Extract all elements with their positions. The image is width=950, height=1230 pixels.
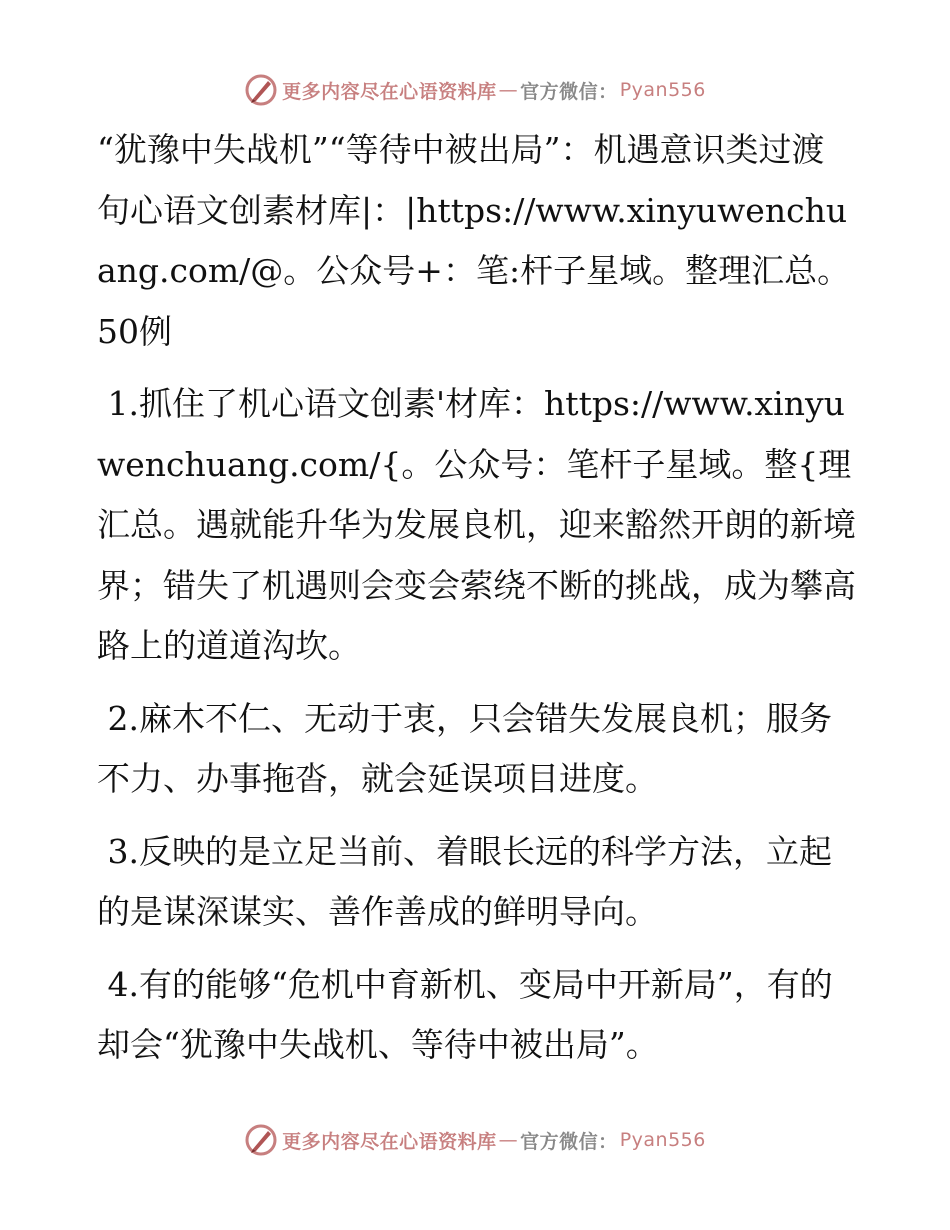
banner-wechat-id: Pyan556 — [619, 1129, 706, 1151]
list-item: 1.抓住了机心语文创素'材库：https://www.xinyuwenchuang.com/{。公众号：笔杆子星域。整{理汇总。遇就能升华为发展良机，迎来豁然开朗的新境界；错失了机遇则会变会萦绕不断的挑战，成为攀高路上的道道沟坎。 — [97, 384, 856, 665]
quill-pen-icon — [244, 1123, 278, 1157]
intro-paragraph: “犹豫中失战机”“等待中被出局”：机遇意识类过渡句心语文创素材库|：|https://www.xinyuwenchuang.com/@。公众号+：笔:杆子星域。整理汇总。50例 — [97, 130, 851, 351]
banner-text: 更多内容尽在心语资料库 — [282, 80, 497, 103]
banner-text: 更多内容尽在心语资料库 — [282, 1130, 497, 1153]
banner-wechat-label: 官方微信： — [520, 80, 618, 103]
list-item: 2.麻木不仁、无动于衷，只会错失发展良机；服务不力、办事拖沓，就会延误项目进度。 — [97, 698, 832, 798]
banner-wechat-label: 官方微信： — [520, 1130, 618, 1153]
footer-banner — [0, 1120, 950, 1160]
document-body — [97, 120, 857, 1076]
banner-wechat-id: Pyan556 — [619, 79, 706, 101]
banner-separator: — — [498, 1129, 519, 1151]
header-banner — [0, 70, 950, 110]
list-item: 3.反映的是立足当前、着眼长远的科学方法，立起的是谋深谋实、善作善成的鲜明导向。 — [97, 831, 832, 931]
banner-separator: — — [498, 79, 519, 101]
list-item: 4.有的能够“危机中育新机、变局中开新局”，有的却会“犹豫中失战机、等待中被出局”。 — [97, 964, 833, 1064]
quill-pen-icon — [244, 73, 278, 107]
